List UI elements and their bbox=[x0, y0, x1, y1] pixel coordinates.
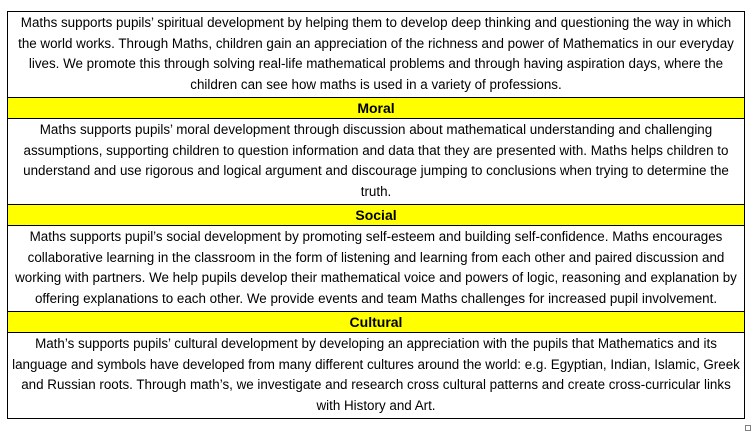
table-resize-handle[interactable] bbox=[745, 425, 751, 431]
moral-body-row bbox=[8, 119, 745, 205]
moral-heading-row bbox=[8, 98, 745, 119]
cultural-heading: Cultural bbox=[8, 312, 745, 333]
social-heading: Social bbox=[8, 205, 745, 226]
cultural-body-row bbox=[8, 333, 745, 419]
moral-body-text: Maths supports pupils’ moral development through discussion about mathematical understanding and challenging assumptions, supporting children to question information and data that they are presented with. Maths helps children to understand and use rigorous and logical argument and discourage jumping to conclusions when trying to determine the truth. bbox=[8, 119, 745, 205]
social-heading-row bbox=[8, 205, 745, 226]
social-body-row bbox=[8, 226, 745, 312]
cultural-body-text: Math’s supports pupils’ cultural development by developing an appreciation with the pupils that Mathematics and its language and symbols have developed from many different cultures around the world: e.g. Egyptian, Indian, Islamic, Greek and Russian roots. Through math’s, we investigate and research cross cultural patterns and create cross-curricular links with History and Art. bbox=[8, 333, 745, 419]
spiritual-body-row bbox=[8, 12, 745, 98]
cultural-heading-row bbox=[8, 312, 745, 333]
moral-heading: Moral bbox=[8, 98, 745, 119]
spiritual-body-text: Maths supports pupils’ spiritual development by helping them to develop deep thinking and questioning the way in which the world works. Through Maths, children gain an appreciation of the richness and power of Mathematics in our everyday lives. We promote this through solving real-life mathematical problems and through having aspiration days, where the children can see how maths is used in a variety of professions. bbox=[8, 12, 745, 98]
social-body-text: Maths supports pupil’s social development by promoting self-esteem and building self-confidence. Maths encourages collaborative learning in the classroom in the form of listening and learning from each other and paired discussion and working with partners. We help pupils develop their mathematical voice and powers of logic, reasoning and explanation by offering explanations to each other. We provide events and team Maths challenges for increased pupil involvement. bbox=[8, 226, 745, 312]
smsc-table bbox=[7, 11, 745, 419]
